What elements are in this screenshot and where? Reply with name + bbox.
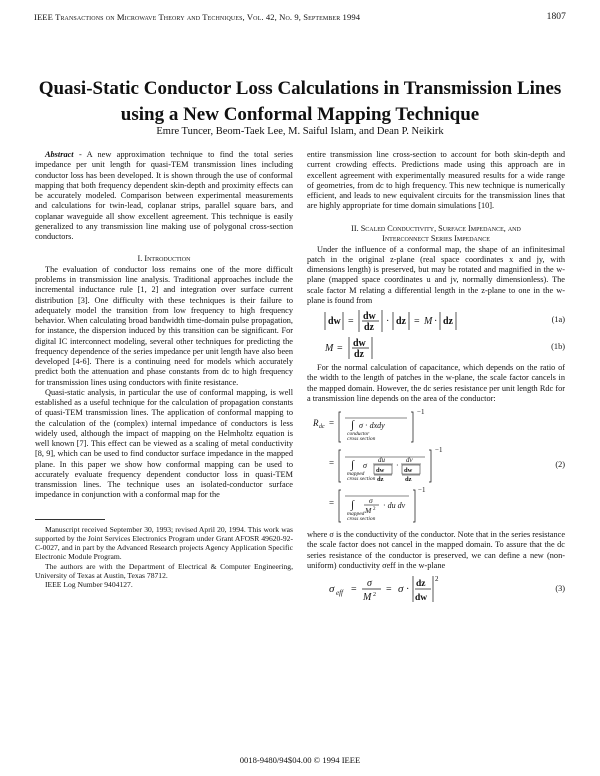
intro-paragraph-1: The evaluation of conductor loss remains one of the more difficult problems in transmission line analysis. Traditional approaches include the incremental inductance rule [1, 2] and integration over surface current distribution [3]. One difficulty with these techniques is their failure to adequately model the transition from low frequency to high frequency behavior. When calculating broad bandwidth time-domain pulse propagation, for instance, the dispersion induced by this transition can be significant. For digital IC interconnect modeling, several other techniques for predicting the frequency dependence of the series impedance per unit length have also been developed [4-6]. There is a continuing need for models which accurately predict both the attenuation and phase constants from dc to high frequency for transmission lines using conductors with finite resistance.	[35, 264, 293, 387]
svg-text:=: =	[414, 316, 420, 327]
author-list: Emre Tuncer, Beom-Taek Lee, M. Saiful Islam, and Dean P. Neikirk	[156, 126, 444, 137]
svg-text:dw: dw	[404, 467, 413, 474]
title-line-1: Quasi-Static Conductor Loss Calculations in Transmission Lines	[38, 78, 562, 99]
svg-text:∫: ∫	[351, 499, 355, 511]
svg-text:dw: dw	[363, 311, 376, 322]
page-number: 1807	[546, 12, 566, 22]
equation-2-number: (2)	[555, 460, 565, 469]
paper-title	[20, 76, 580, 128]
intro-paragraph-2: Quasi-static analysis, in particular the use of conformal mapping, is well established as a useful technique for the calculation of propagation constants of quasi-TEM transmission lines. The application of conformal mapping to the calculation of the (complex) internal impedance of conductors is less widely used, although the impact of mapping on the Helmholtz equation is well known [7]. This effect can be viewed as a scaling of metal conductivity [8, 9], which can be used to find conductor surface impedance in the mapped plane. In this paper we show how conformal mapping can be used to accurately evaluate frequency dependent conductor loss in quasi-TEM transmission lines. The technique uses an isolated-conductor surface impedance in conjunction with a conformal map for the	[35, 387, 293, 500]
section2-paragraph-2: For the normal calculation of capacitance, which depends on the ratio of the width to the length of patches in the w-plane, the scale factor cancels in the mapped domain. However, the dc series resistance per unit length Rdc for a transmission line depends on the area of the conductor:	[307, 363, 565, 403]
footnote-divider	[35, 519, 105, 520]
svg-text:∫: ∫	[351, 419, 355, 431]
svg-text:σ: σ	[398, 583, 404, 595]
svg-text:=: =	[337, 343, 343, 354]
svg-text:·: ·	[406, 584, 410, 595]
svg-text:· du dv: · du dv	[383, 501, 406, 510]
svg-text:σ: σ	[329, 583, 335, 595]
svg-text:·: ·	[396, 461, 399, 470]
section-heading-2	[307, 224, 565, 245]
equation-1b-formula	[307, 336, 507, 360]
svg-text:M: M	[363, 592, 372, 603]
svg-text:dz: dz	[354, 349, 364, 360]
svg-text:2: 2	[373, 592, 376, 598]
footnote-log-number: IEEE Log Number 9404127.	[45, 580, 133, 590]
section-heading-2-line-2: Interconnect Series Impedance	[382, 234, 490, 243]
svg-text:σ: σ	[367, 578, 372, 589]
svg-text:=: =	[386, 584, 392, 595]
svg-text:−1: −1	[418, 486, 426, 494]
svg-text:σ: σ	[363, 461, 367, 470]
svg-text:=: =	[329, 458, 335, 468]
svg-text:−1: −1	[435, 446, 443, 454]
svg-text:dz: dz	[443, 316, 453, 327]
section-heading-2-line-1: II. Scaled Conductivity, Surface Impedance, and	[351, 223, 521, 233]
svg-text:cross section: cross section	[347, 516, 376, 522]
journal-name: IEEE Transactions on Microwave Theory and Techniques, Vol. 42, No. 9, September 1994	[34, 12, 361, 22]
svg-text:dz: dz	[396, 316, 406, 327]
right-column	[307, 150, 565, 607]
eq2-label-mapped: mapped	[347, 471, 365, 477]
svg-text:∫: ∫	[351, 459, 355, 471]
svg-text:−1: −1	[417, 408, 425, 416]
eq2-label-cross-section: cross section	[347, 436, 376, 442]
title-line-2: using a New Conformal Mapping Technique	[120, 104, 480, 125]
svg-text:dz: dz	[405, 476, 412, 483]
svg-text:eff: eff	[336, 589, 343, 597]
footnote-received: Manuscript received September 30, 1993; revised April 20, 1994. This work was supported by the Joint Services Electronics Program under Grant AFOSR 49620-92-C-0027, and in part by the Advanced Research projects Agency Application Specific Electronic Module Program.	[35, 524, 293, 562]
svg-text:du: du	[378, 456, 385, 464]
svg-text:M: M	[325, 343, 334, 354]
equation-1a-formula	[307, 309, 507, 333]
section-heading-introduction: I. Introduction	[137, 254, 191, 264]
svg-text:2: 2	[373, 507, 376, 512]
svg-text:dw: dw	[376, 467, 385, 474]
equation-3	[307, 574, 565, 604]
svg-text:dw: dw	[353, 338, 366, 349]
equation-1b	[307, 336, 565, 360]
svg-text:=: =	[329, 418, 335, 428]
svg-text:M: M	[365, 506, 372, 515]
abstract-text: - A new approximation technique to find the total series impedance per unit length for quasi-TEM transmission lines including conductor loss has been developed. It is shown through the use of conformal mapping that both frequency dependent skin-depth and proximity effects can be accurately modeled. Comparison between experimental measurements and calculations for twin-lead, coplanar strips, parallel square bars, and coplanar waveguide all show excellent agreement. This technique is easily generalized to any transmission line making use of polygonal cross-section conductors.	[35, 150, 293, 241]
section2-paragraph-1: Under the influence of a conformal map, the shape of an infinitesimal patch in the original z-plane (real space coordinates x and jy, with dimensions length) is preserved, but may be rotated and magnified in the w-plane (mapped space coordinates u and jv, normally dimensionless). The scale factor M relating a differential length in the z-plane to one in the w-plane is found from	[307, 244, 565, 305]
svg-text:=: =	[351, 584, 357, 595]
left-column	[35, 150, 293, 590]
svg-text:2: 2	[435, 575, 439, 583]
svg-text:M: M	[424, 316, 433, 327]
svg-text:·: ·	[434, 316, 438, 327]
svg-text:dz: dz	[364, 322, 374, 333]
footnote-affiliation: The authors are with the Department of Electrical & Computer Engineering, University of Texas at Austin, Texas 78712.	[35, 561, 293, 580]
svg-text:dz: dz	[377, 476, 384, 483]
intro-continued: entire transmission line cross-section to account for both skin-depth and current crowding effects. Predictions made using this approach are in excellent agreement with experimentally measured results for a wide range of geometries, from dc to high frequency. This new technique is numerically efficient, and leads to new equivalent circuits for the transmission lines that are highly appropriate for time domain simulations [10].	[307, 150, 565, 211]
equation-1a	[307, 309, 565, 333]
abstract-label: Abstract	[45, 150, 74, 159]
equation-2-formula	[307, 408, 537, 526]
svg-text:=: =	[329, 498, 335, 508]
equation-1a-number: (1a)	[551, 315, 565, 324]
copyright-footer: 0018-9480/94$04.00 © 1994 IEEE	[239, 755, 361, 765]
svg-text:·: ·	[386, 316, 390, 327]
svg-text:dw: dw	[415, 593, 428, 603]
svg-text:dw: dw	[328, 316, 341, 327]
svg-text:dc: dc	[319, 424, 325, 430]
svg-text:mapped: mapped	[347, 511, 365, 517]
svg-text:dz: dz	[416, 579, 426, 589]
abstract	[35, 150, 293, 242]
equation-2	[307, 408, 565, 526]
eq2-label-cross-section-2: cross section	[347, 476, 376, 482]
svg-text:σ · dxdy: σ · dxdy	[359, 421, 385, 430]
equation-1b-number: (1b)	[551, 342, 565, 351]
eq2-label-conductor: conductor	[347, 431, 370, 437]
running-header	[34, 12, 566, 24]
equation-3-number: (3)	[555, 584, 565, 593]
svg-text:dv: dv	[406, 456, 413, 464]
svg-text:R: R	[313, 418, 319, 428]
equation-3-formula	[307, 574, 507, 604]
section2-paragraph-3: where σ is the conductivity of the conductor. Note that in the series resistance the scale factor does not cancel in the mapped domain. To assure that the dc series resistance of the conductor is preserved, we can define a new (non-uniform) conductivity σeff in the w-plane	[307, 530, 565, 570]
svg-text:σ: σ	[369, 496, 373, 505]
svg-text:=: =	[348, 316, 354, 327]
